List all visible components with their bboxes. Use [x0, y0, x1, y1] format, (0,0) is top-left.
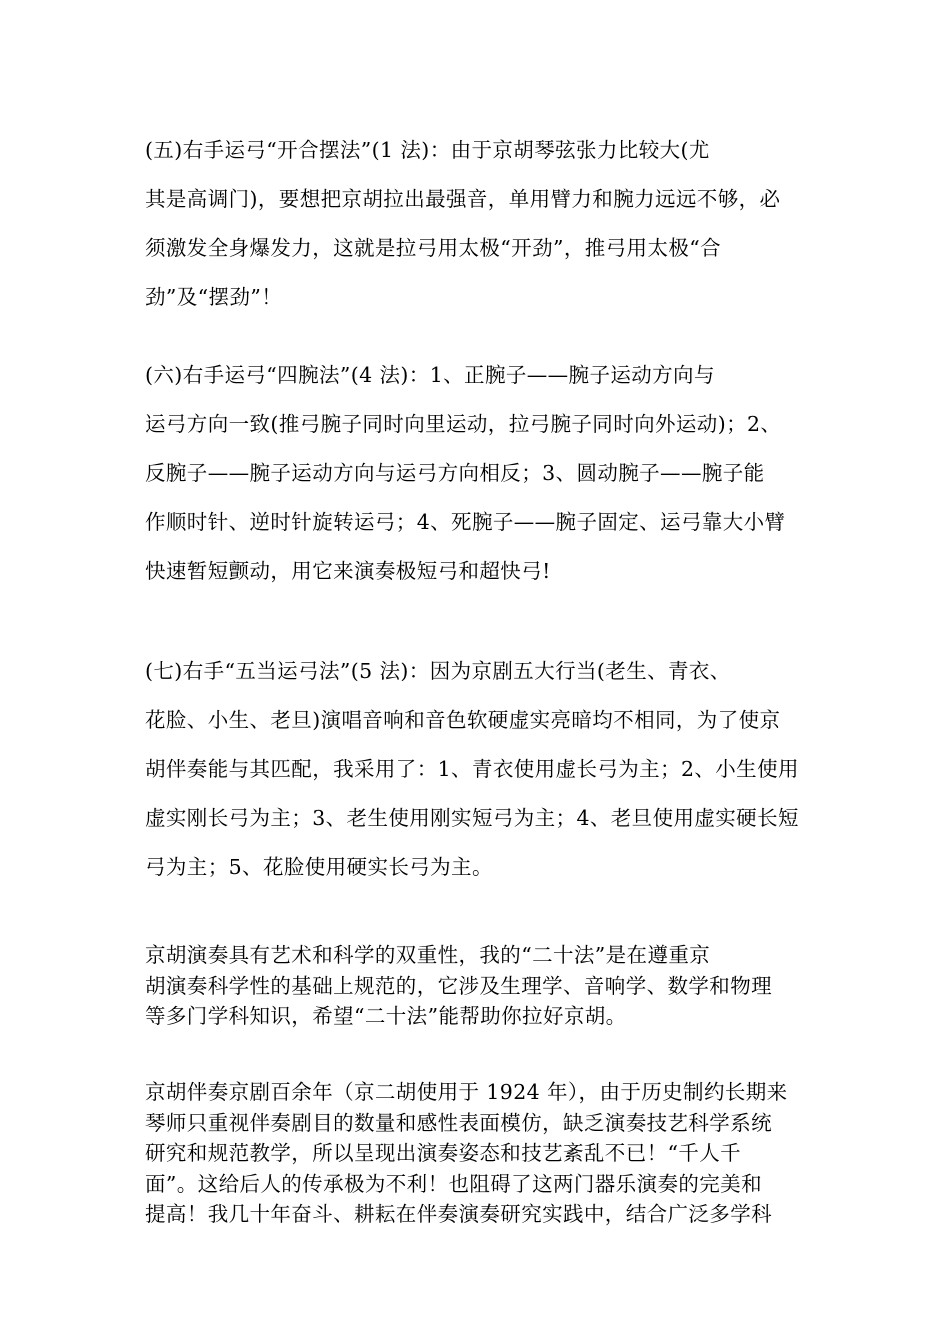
text-line: 花脸、小生、老旦)演唱音响和音色软硬虚实亮暗均不相同，为了使京 [145, 708, 781, 732]
text-line: 作顺时针、逆时针旋转运弓；4、死腕子——腕子固定、运弓靠大小臂 [145, 510, 786, 534]
text-line: 虚实刚长弓为主；3、老生使用刚实短弓为主；4、老旦使用虚实硬长短 [145, 806, 799, 830]
text-line: 面”。这给后人的传承极为不利！也阻碍了这两门器乐演奏的完美和 [145, 1171, 762, 1196]
text-line: 京胡演奏具有艺术和科学的双重性，我的“二十法”是在遵重京 [145, 943, 711, 967]
section-right-hand-five-roles [145, 647, 810, 892]
text-line: 提高！我几十年奋斗、耕耘在伴奏演奏研究实践中，结合广泛多学科 [145, 1202, 772, 1226]
text-line: 反腕子——腕子运动方向与运弓方向相反；3、圆动腕子——腕子能 [145, 461, 765, 485]
text-line: 胡演奏科学性的基础上规范的，它涉及生理学、音响学、数学和物理 [145, 973, 772, 998]
text-line: 胡伴奏能与其匹配，我采用了：1、青衣使用虚长弓为主；2、小生使用 [145, 757, 799, 781]
text-line: 研究和规范教学，所以呈现出演奏姿态和技艺紊乱不已！“千人千 [145, 1141, 742, 1165]
section-right-hand-four-wrist [145, 351, 810, 596]
text-line: 快速暂短颤动，用它来演奏极短弓和超快弓! [145, 559, 551, 583]
section-accompaniment-history [145, 1077, 810, 1230]
text-line: 须激发全身爆发力，这就是拉弓用太极“开劲”，推弓用太极“合 [145, 236, 722, 260]
text-line: 弓为主；5、花脸使用硬实长弓为主。 [145, 855, 493, 879]
text-line: (五)右手运弓“开合摆法”(1 法)：由于京胡琴弦张力比较大(尤 [145, 138, 710, 162]
text-line: 劲”及“摆劲”！ [145, 285, 283, 309]
section-right-hand-open-close-swing [145, 126, 810, 322]
text-line: (七)右手“五当运弓法”(5 法)：因为京剧五大行当(老生、青衣、 [145, 659, 731, 683]
text-line: 琴师只重视伴奏剧目的数量和感性表面模仿，缺乏演奏技艺科学系统 [145, 1110, 772, 1135]
section-art-and-science [145, 940, 810, 1032]
text-line: 京胡伴奏京剧百余年（京二胡使用于 1924 年），由于历史制约长期来 [145, 1080, 788, 1104]
text-line: (六)右手运弓“四腕法”(4 法)：1、正腕子——腕子运动方向与 [145, 363, 715, 387]
text-line: 其是高调门)，要想把京胡拉出最强音，单用臂力和腕力远远不够，必 [145, 187, 781, 211]
text-line: 运弓方向一致(推弓腕子同时向里运动，拉弓腕子同时向外运动)；2、 [145, 412, 782, 436]
text-line: 等多门学科知识，希望“二十法”能帮助你拉好京胡。 [145, 1004, 627, 1028]
